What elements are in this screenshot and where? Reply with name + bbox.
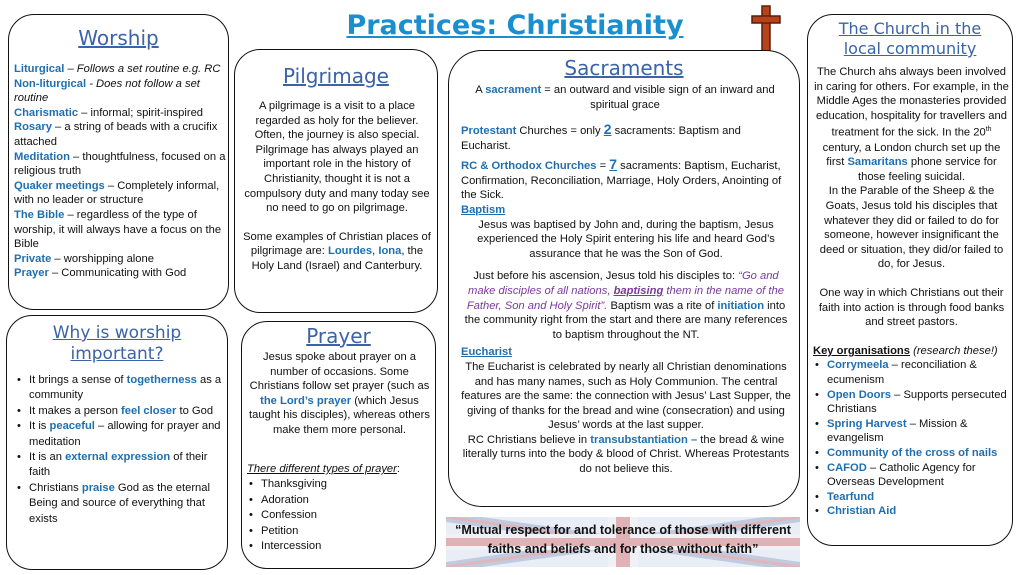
church-heading: The Church in the local community — [838, 19, 982, 58]
worship-panel — [8, 14, 229, 310]
list-item: • It is an external expression of their faith — [15, 450, 225, 481]
pilgrimage-heading: Pilgrimage — [283, 64, 389, 88]
worship-item: Prayer – Communicating with God — [14, 267, 187, 280]
prayer-heading: Prayer — [306, 324, 371, 348]
prayer-types-label: There different types of prayer: — [247, 463, 400, 475]
list-item: • Corrymeela – reconciliation & ecumenism — [813, 358, 1010, 387]
pilgrimage-panel — [234, 49, 438, 313]
list-item: • Spring Harvest – Mission & evangelism — [813, 417, 1010, 446]
prayer-types — [247, 462, 433, 554]
why-worship-heading: Why is worship important? — [52, 323, 182, 364]
quote-banner — [446, 517, 800, 567]
pilgrimage-text — [243, 99, 431, 274]
worship-item: Quaker meetings – Completely informal, with no leader or structure — [14, 179, 220, 207]
list-item: • CAFOD – Catholic Agency for Overseas Development — [813, 461, 1010, 490]
list-item: • Adoration — [247, 493, 433, 508]
church-parable-para: In the Parable of the Sheep & the Goats, Jesus told his disciples that whatever they did or failed to do for someone, however insignificant the deed or situation, they did/or failed to do, for Jesus. — [819, 185, 1004, 271]
rc-line: RC & Orthodox Churches = 7 sacraments: Baptism, Eucharist, Confirmation, Reconciliation, Marriage, Holy Orders, Anointing of the Sick. — [461, 156, 782, 202]
worship-item: The Bible – regardless of the type of worship, it will always have a focus on the Bible — [14, 208, 222, 251]
worship-heading: Worship — [78, 26, 159, 50]
worship-item: Private – worshipping alone — [14, 252, 154, 265]
church-action-para: One way in which Christians out their faith into action is through food banks and street pastors. — [818, 287, 1005, 329]
orgs-list — [813, 358, 1010, 519]
worship-item: Non-liturgical - Does not follow a set routine — [14, 77, 200, 105]
list-item: • Tearfund — [813, 490, 1010, 505]
list-item: • Christian Aid — [813, 504, 1010, 519]
list-item: • Thanksgiving — [247, 477, 433, 492]
church-para: The Church ahs always been involved in caring for others. For example, in the Middle Ages the monasteries provided education, hospitality for travellers and treatment for the sick. In the 20th century, a London church set up the first Samaritans phone service for those feeling suicidal. — [814, 66, 1009, 183]
church-text — [813, 65, 1010, 519]
why-worship-panel — [6, 315, 228, 570]
why-worship-list — [15, 373, 225, 527]
protestant-line: Protestant Churches = only 2 sacraments: Baptism and Eucharist. — [461, 121, 741, 152]
worship-item: Liturgical – Follows a set routine e.g. RC — [14, 63, 221, 75]
sacraments-body — [461, 122, 791, 477]
orgs-label: Key organisations (research these!) — [813, 344, 998, 357]
list-item: • Petition — [247, 524, 433, 539]
pilgrimage-examples: Some examples of Christian places of pilgrimage are: Lourdes, Iona, the Holy Land (Israel) and Canterbury. — [243, 230, 431, 272]
worship-list — [14, 62, 226, 281]
prayer-text: Jesus spoke about prayer on a number of occasions. Some Christians follow set prayer (such as the Lord’s prayer (which Jesus taught his disciples), whereas others make them more personal. — [249, 351, 430, 436]
banner-quote: “Mutual respect for and tolerance of those with different faiths and beliefs and for those without faith” — [455, 523, 791, 556]
list-item: • It is peaceful – allowing for prayer and meditation — [15, 419, 225, 450]
prayer-types-list — [247, 477, 433, 554]
baptism-quote-para: Just before his ascension, Jesus told his disciples to: “Go and make disciples of all nations, baptising them in the name of the Father, Son and Holy Spirit”. Baptism was a rite of initiation into the community right from the start and there are many references to baptism throughout the NT. — [464, 270, 788, 341]
worship-item: Meditation – thoughtfulness, focused on a religious truth — [14, 150, 226, 178]
baptism-heading: Baptism — [461, 203, 506, 216]
list-item: • Open Doors – Supports persecuted Christians — [813, 388, 1010, 417]
church-panel — [807, 14, 1013, 546]
sacraments-panel — [448, 50, 800, 507]
eucharist-heading: Eucharist — [461, 346, 512, 359]
page-title: Practices: Christianity — [346, 10, 684, 41]
worship-item: Charismatic – informal; spirit-inspired — [14, 106, 204, 119]
eucharist-para: The Eucharist is celebrated by nearly all Christian denominations and has many names, such as Holy Communion. The central features are the same: the connection with Jesus’ Last Supper, the giving of thanks for the bread and wine (consecration) and using Jesus’ words at the last supper. — [461, 360, 791, 432]
list-item: • Intercession — [247, 539, 433, 554]
list-item: • It makes a person feel closer to God — [15, 404, 225, 419]
eucharist-para-2: RC Christians believe in transubstantiation – the bread & wine literally turns into the body & blood of Christ. Whereas Protestants do not believe this. — [462, 433, 790, 476]
list-item: • Christians praise God as the eternal Being and source of everything that exists — [15, 481, 225, 527]
baptism-para: Jesus was baptised by John and, during the baptism, Jesus experienced the Holy Spirit entering his life and heard God’s assurance that he was the Son of God. — [477, 218, 775, 260]
list-item: • It brings a sense of togetherness as a community — [15, 373, 225, 404]
pilgrimage-para: A pilgrimage is a visit to a place regarded as holy for the believer. Often, the journey is also special. Pilgrimage has always played an important role in the history of Christianity, thought it is not a compulsory duty and many today see no need to go on pilgrimage. — [244, 100, 430, 215]
list-item: • Community of the cross of nails — [813, 446, 1010, 461]
cross-icon — [750, 4, 782, 54]
worship-item: Rosary – a string of beads with a crucifix attached — [14, 121, 218, 148]
sacraments-intro: A sacrament = an outward and visible sign of an inward and spiritual grace — [475, 84, 775, 111]
sacraments-heading: Sacraments — [564, 56, 684, 80]
prayer-panel — [241, 321, 436, 569]
list-item: • Confession — [247, 508, 433, 523]
